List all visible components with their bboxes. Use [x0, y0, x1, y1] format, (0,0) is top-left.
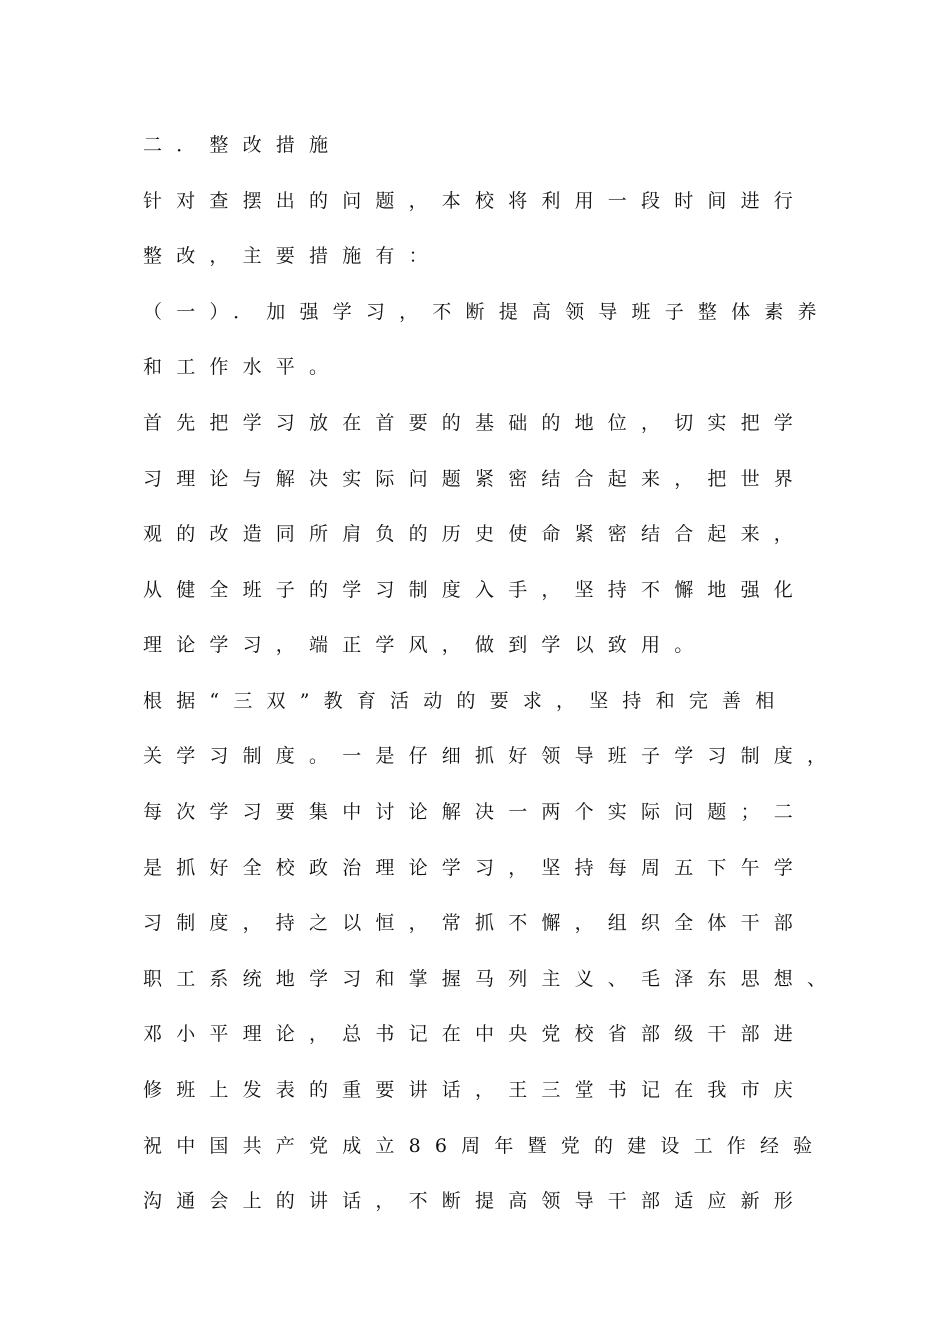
paragraph-line: 从健全班子的学习制度入手，坚持不懈地强化 — [143, 579, 808, 601]
paragraph-line: 邓小平理论，总书记在中央党校省部级干部进 — [143, 1023, 808, 1045]
paragraph-line: 首先把学习放在首要的基础的地位，切实把学 — [143, 412, 808, 434]
paragraph-line: 观的改造同所肩负的历史使命紧密结合起来， — [143, 523, 808, 545]
paragraph-line: 习制度，持之以恒，常抓不懈，组织全体干部 — [143, 912, 808, 934]
paragraph-line: 根据“三双”教育活动的要求，坚持和完善相 — [143, 690, 789, 712]
paragraph-line: 针对查摆出的问题，本校将利用一段时间进行 — [143, 190, 808, 212]
paragraph-line: 职工系统地学习和掌握马列主义、毛泽东思想、 — [143, 968, 841, 990]
paragraph-line: 修班上发表的重要讲话，王三堂书记在我市庆 — [143, 1079, 808, 1101]
paragraph-line: 是抓好全校政治理论学习，坚持每周五下午学 — [143, 857, 808, 879]
paragraph-line: 祝中国共产党成立86周年暨党的建设工作经验 — [143, 1135, 827, 1157]
paragraph-line: 整改，主要措施有： — [143, 245, 442, 267]
paragraph-line: 理论学习，端正学风，做到学以致用。 — [143, 634, 708, 656]
paragraph-line: 每次学习要集中讨论解决一两个实际问题；二 — [143, 801, 808, 823]
paragraph-line: 关学习制度。一是仔细抓好领导班子学习制度， — [143, 745, 841, 767]
subsection-heading-cont: 和工作水平。 — [143, 356, 343, 378]
paragraph-line: 沟通会上的讲话，不断提高领导干部适应新形 — [143, 1190, 808, 1212]
paragraph-line: 习理论与解决实际问题紧密结合起来，把世界 — [143, 468, 808, 490]
subsection-heading: （一）．加强学习，不断提高领导班子整体素养 — [143, 301, 831, 323]
section-heading: 二．整改措施 — [143, 134, 343, 156]
